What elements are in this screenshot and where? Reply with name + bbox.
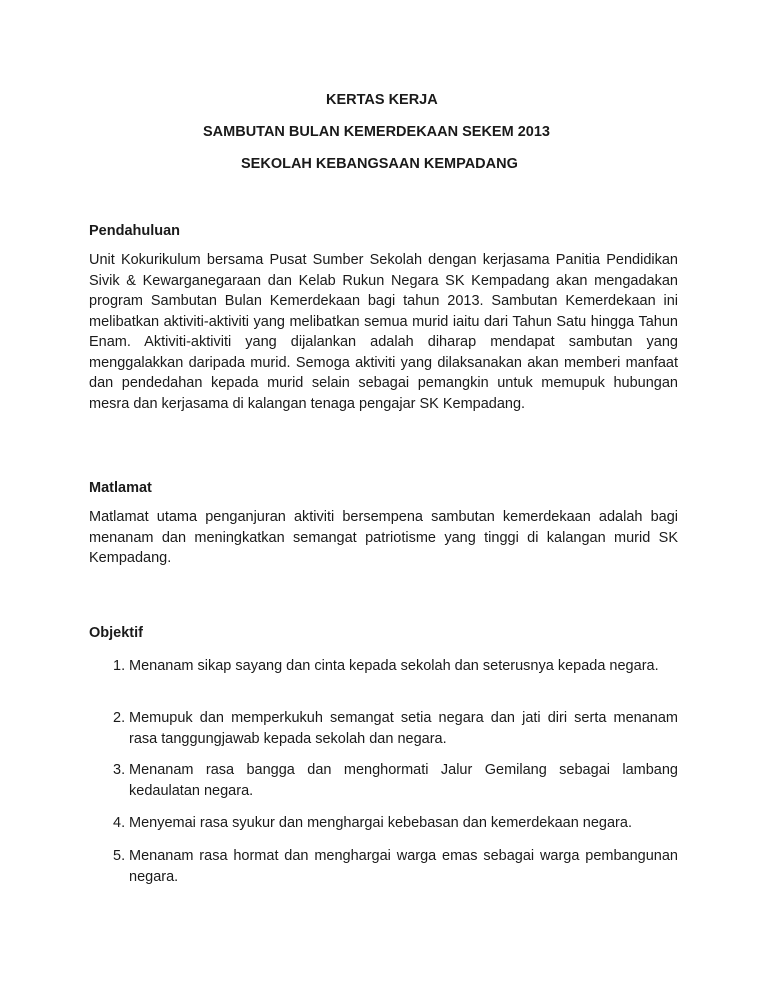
list-item	[113, 708, 678, 749]
list-item-number: 2.	[113, 710, 126, 726]
paragraph-pendahuluan: Unit Kokurikulum bersama Pusat Sumber Sekolah dengan kerjasama Panitia Pendidikan Sivik & Kewarganegaraan dan Kelab Rukun Negara SK Kempadang akan mengadakan program Sambutan Bulan Kemerdekaan bagi tahun 2013. Sambutan Kemerdekaan ini melibatkan aktiviti-aktiviti yang melibatkan semua murid iaitu dari Tahun Satu hingga Tahun Enam. Aktiviti-aktiviti yang dijalankan adalah diharap mendapat sambutan yang menggalakkan daripada murid. Semoga aktiviti yang dilaksanakan akan memberi manfaat dan pendedahan kepada murid selain sebagai pemangkin untuk memupuk hubungan mesra dan kerjasama di kalangan tenaga pengajar SK Kempadang.	[89, 252, 678, 412]
list-item-text: Menanam rasa bangga dan menghormati Jalur Gemilang sebagai lambang kedaulatan negara.	[129, 762, 678, 799]
list-item-text: Menanam sikap sayang dan cinta kepada sekolah dan seterusnya kepada negara.	[129, 658, 659, 674]
list-item-number: 5.	[113, 848, 126, 864]
section-pendahuluan	[89, 221, 678, 241]
list-item	[113, 656, 678, 677]
list-item	[113, 813, 678, 834]
list-item-text: Menyemai rasa syukur dan menghargai kebebasan dan kemerdekaan negara.	[129, 815, 632, 831]
school-name: SEKOLAH KEBANGSAAN KEMPADANG	[241, 156, 518, 172]
list-item	[113, 846, 678, 887]
section-heading-matlamat: Matlamat	[89, 480, 152, 496]
list-item-text: Memupuk dan memperkukuh semangat setia negara dan jati diri serta menanam rasa tanggungjawab kepada sekolah dan negara.	[129, 710, 678, 747]
paragraph-matlamat: Matlamat utama penganjuran aktiviti bersempena sambutan kemerdekaan adalah bagi menanam dan meningkatkan semangat patriotisme yang tinggi di kalangan murid SK Kempadang.	[89, 509, 678, 566]
section-heading-objektif: Objektif	[89, 625, 143, 641]
list-item-number: 1.	[113, 658, 126, 674]
list-item-number: 4.	[113, 815, 126, 831]
list-item-text: Menanam rasa hormat dan menghargai warga emas sebagai warga pembangunan negara.	[129, 848, 678, 885]
section-heading-pendahuluan: Pendahuluan	[89, 223, 181, 239]
section-matlamat	[89, 478, 678, 498]
list-item-number: 3.	[113, 762, 126, 778]
list-item	[113, 760, 678, 801]
section-objektif	[89, 623, 678, 643]
section-pendahuluan-body	[89, 250, 678, 414]
section-matlamat-body	[89, 507, 678, 569]
document-title: KERTAS KERJA	[326, 92, 438, 108]
document-subtitle: SAMBUTAN BULAN KEMERDEKAAN SEKEM 2013	[203, 124, 550, 140]
